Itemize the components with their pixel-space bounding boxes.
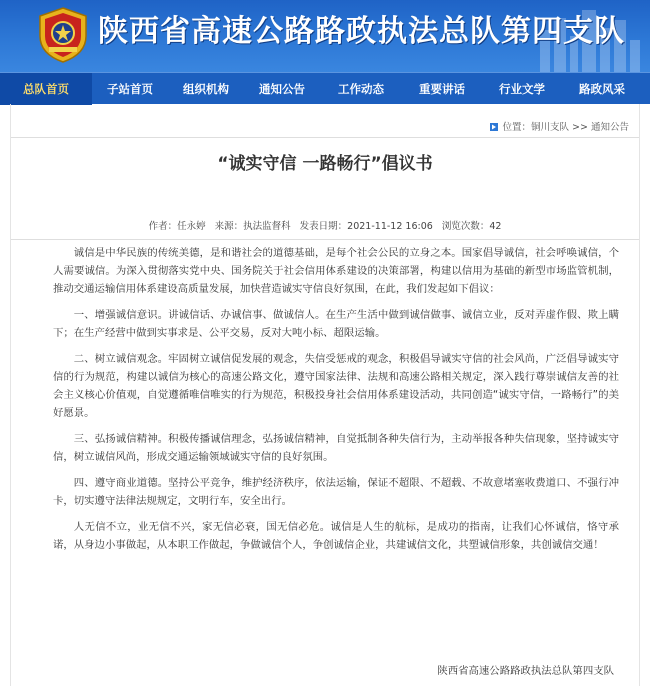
article-paragraph: 人无信不立，业无信不兴，家无信必衰，国无信必危。诚信是人生的航标，是成功的指南，让我们心怀诚信，恪守承诺，从身边小事做起，从本职工作做起，争做诚信个人，争创诚信企业，共建诚信文化，共塑诚信形象，共创诚信交通！ [53, 521, 619, 551]
main-nav [0, 72, 650, 104]
nav-item-work-news[interactable]: 工作动态 [338, 81, 384, 96]
site-header [0, 0, 650, 72]
article-author: 作者：任永婷 [148, 221, 206, 232]
article-title: “诚实守信 一路畅行”倡议书 [217, 154, 433, 174]
article-paragraph: 三、弘扬诚信精神。积极传播诚信理念，弘扬诚信精神，自觉抵制各种失信行为，主动举报各种失信现象，坚持诚实守信，树立诚信风尚，形成交通运输领域诚实守信的良好氛围。 [53, 433, 619, 463]
nav-item-speeches[interactable]: 重要讲话 [419, 81, 465, 96]
nav-item-literature[interactable]: 行业文学 [499, 81, 545, 96]
breadcrumb-link-branch[interactable]: 铜川支队 [531, 122, 570, 133]
article-paragraph: 一、增强诚信意识。讲诚信话、办诚信事、做诚信人。在生产生活中做到诚信做事、诚信立业，反对弄虚作假、欺上瞒下；在生产经营中做到实事求是、公平交易，反对大吨小标、超限运输。 [53, 309, 619, 339]
breadcrumb-bar [11, 116, 639, 138]
article-paragraph: 二、树立诚信观念。牢固树立诚信促发展的观念，失信受惩戒的观念，积极倡导诚实守信的社会风尚，广泛倡导诚实守信的行为规范，构建以诚信为核心的高速公路文化，遵守国家法律、法规和高速公路相关规定，深入践行尊崇诚信友善的社会主义核心价值观，自觉遵循唯信唯实的行为规范，积极投身社会信用体系建设活动，共同创造“诚实守信，一路畅行”的美好愿景。 [53, 353, 619, 419]
article-views: 浏览次数：42 [441, 221, 502, 232]
breadcrumb-prefix: 位置： [502, 122, 531, 133]
article-date: 发表日期：2021-11-12 16:06 [299, 221, 433, 232]
nav-item-notices[interactable]: 通知公告 [259, 81, 305, 96]
breadcrumb-link-notices[interactable]: 通知公告 [590, 122, 629, 133]
article-paragraph: 诚信是中华民族的传统美德，是和谐社会的道德基础，是每个社会公民的立身之本。国家倡导诚信，社会呼唤诚信，个人需要诚信。为深入贯彻落实党中央、国务院关于社会信用体系建设的决策部署，构建以信用为基础的新型市场监管机制，推动交通运输信用体系建设高质量发展，加快营造诚实守信良好氛围，在此，我们发起如下倡议： [53, 247, 619, 295]
nav-item-home[interactable]: 总队首页 [0, 73, 92, 105]
article-paragraph: 四、遵守商业道德。坚持公平竞争，维护经济秩序，依法运输，保证不超限、不超载、不故意堵塞收费道口、不强行冲卡，切实遵守法律法规规定，文明行车，安全出行。 [53, 477, 619, 507]
article-body [53, 244, 619, 562]
location-icon [490, 123, 498, 131]
nav-item-substation-home[interactable]: 子站首页 [107, 81, 153, 96]
nav-item-organization[interactable]: 组织机构 [183, 81, 229, 96]
site-title: 陕西省高速公路路政执法总队第四支队 [98, 14, 625, 49]
nav-item-style[interactable]: 路政风采 [579, 81, 625, 96]
article-meta [11, 218, 639, 240]
police-emblem-icon[interactable] [36, 6, 90, 64]
breadcrumb [490, 119, 629, 133]
article-signature: 陕西省高速公路路政执法总队第四支队 [437, 665, 614, 677]
breadcrumb-separator: >> [569, 122, 591, 133]
article-source: 来源：执法监督科 [214, 221, 291, 232]
